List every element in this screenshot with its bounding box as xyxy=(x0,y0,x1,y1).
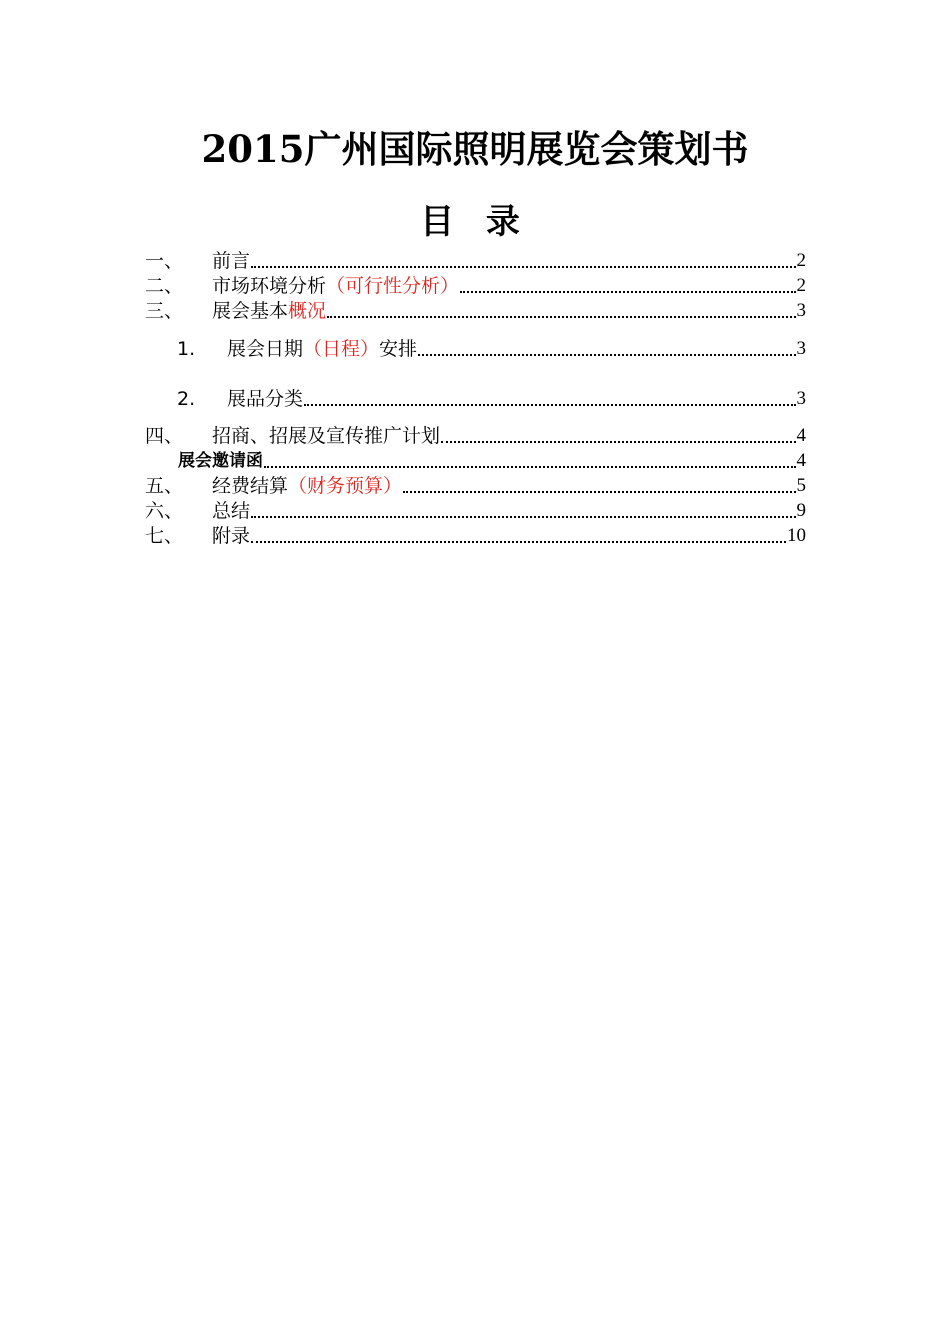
toc-entry-number: 二、 xyxy=(145,275,184,297)
toc-entry-page: 2 xyxy=(796,250,806,271)
toc-entry-promotion-plan[interactable] xyxy=(145,423,806,447)
toc-entry-label-suffix: 安排 xyxy=(379,338,418,360)
toc-entry-label: 招商、招展及宣传推广计划 xyxy=(212,425,441,447)
toc-entry-exhibit-categories[interactable] xyxy=(145,386,806,410)
toc-entry-invitation[interactable] xyxy=(145,448,806,472)
toc-leader-dots xyxy=(327,312,795,318)
toc-entry-label: 市场环境分析 xyxy=(212,275,327,297)
toc-leader-dots xyxy=(441,437,795,443)
toc-entry-number: 六、 xyxy=(145,500,184,522)
toc-entry-label-highlight: （财务预算） xyxy=(288,475,403,497)
toc-entry-page: 5 xyxy=(796,475,806,496)
toc-entry-budget[interactable] xyxy=(145,473,806,497)
toc-leader-dots xyxy=(264,462,796,468)
toc-entry-page: 3 xyxy=(796,338,806,359)
toc-entry-label: 展会基本 xyxy=(212,300,289,322)
toc-entry-page: 3 xyxy=(796,300,806,321)
toc-entry-page: 4 xyxy=(796,425,806,446)
toc-entry-label-highlight: 概况 xyxy=(288,300,327,322)
toc-entry-label: 展会日期 xyxy=(227,338,304,360)
toc-entry-label: 展会邀请函 xyxy=(178,451,263,471)
toc-entry-page: 9 xyxy=(796,500,806,521)
toc-entry-label: 展品分类 xyxy=(227,388,304,410)
toc-entry-page: 3 xyxy=(796,388,806,409)
toc-leader-dots xyxy=(418,350,795,356)
toc-entry-page: 4 xyxy=(796,450,806,471)
toc-entry-label: 前言 xyxy=(212,250,251,272)
toc-entry-number: 1. xyxy=(177,338,196,360)
toc-leader-dots xyxy=(251,512,795,518)
toc-entry-number: 七、 xyxy=(145,525,184,547)
toc-heading: 目 录 xyxy=(420,202,530,242)
toc-leader-dots xyxy=(460,287,795,293)
toc-entry-number: 三、 xyxy=(145,300,184,322)
toc-entry-page: 2 xyxy=(796,275,806,296)
toc-entry-preface[interactable] xyxy=(145,248,806,272)
toc-entry-appendix[interactable] xyxy=(145,523,806,547)
toc-entry-schedule[interactable] xyxy=(145,336,806,360)
toc-entry-number: 一、 xyxy=(145,250,184,272)
toc-entry-number: 2. xyxy=(177,388,196,410)
document-title: 2015广州国际照明展览会策划书 xyxy=(201,127,749,171)
toc-entry-summary[interactable] xyxy=(145,498,806,522)
toc-leader-dots xyxy=(251,537,786,543)
toc-leader-dots xyxy=(304,400,795,406)
toc-entry-label-highlight: （可行性分析） xyxy=(326,275,460,297)
toc-entry-label-highlight: （日程） xyxy=(303,338,380,360)
toc-entry-market-analysis[interactable] xyxy=(145,273,806,297)
toc-entry-overview[interactable] xyxy=(145,298,806,322)
toc-entry-label: 经费结算 xyxy=(212,475,289,497)
toc-entry-label: 附录 xyxy=(212,525,251,547)
toc-entry-number: 四、 xyxy=(145,425,184,447)
toc-leader-dots xyxy=(251,262,795,268)
toc-entry-page: 10 xyxy=(787,525,806,546)
toc-entry-number: 五、 xyxy=(145,475,184,497)
toc-entry-label: 总结 xyxy=(212,500,251,522)
toc-leader-dots xyxy=(403,487,795,493)
